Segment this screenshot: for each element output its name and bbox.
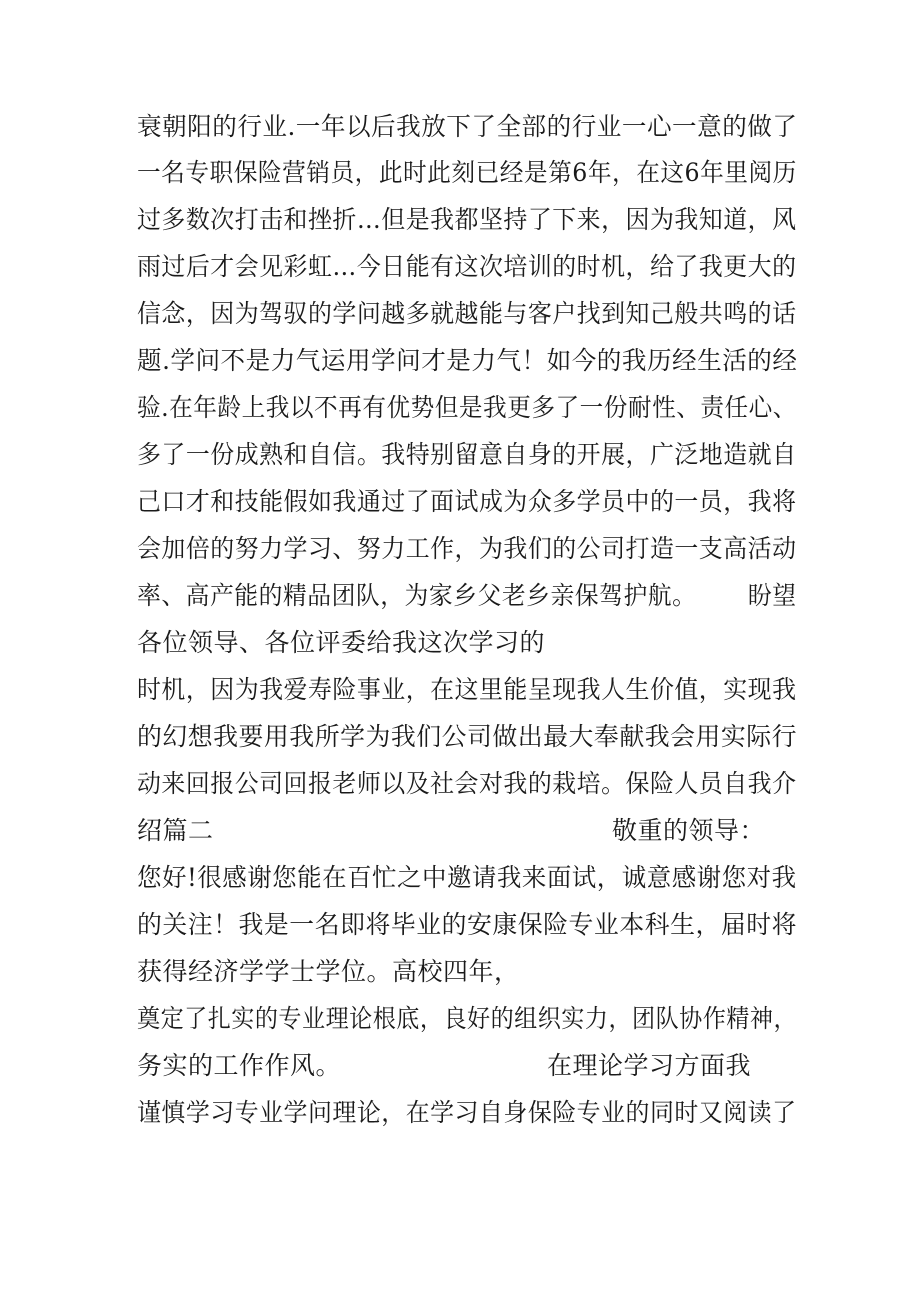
text-line-12: 各位领导、各位评委给我这次学习的: [137, 628, 546, 657]
text-line-5: 信念，因为驾驭的学问越多就越能与客户找到知己般共鸣的话: [137, 299, 797, 328]
text-line-16-right: 敬重的领导：: [612, 816, 766, 845]
text-line-21-left: 务实的工作作风。: [137, 1051, 342, 1080]
text-line-13: 时机，因为我爱寿险事业，在这里能呈现我人生价值，实现我: [137, 675, 797, 704]
text-line-11: [137, 581, 797, 611]
text-line-22: 谨慎学习专业学问理论，在学习自身保险专业的同时又阅读了: [137, 1098, 797, 1127]
text-line-1: 衰朝阳的行业.一年以后我放下了全部的行业一心一意的做了: [137, 112, 798, 141]
text-line-3: 过多数次打击和挫折…但是我都坚持了下来，因为我知道，风: [137, 205, 797, 234]
text-line-15: 动来回报公司回报老师以及社会对我的栽培。保险人员自我介: [137, 769, 797, 798]
text-line-7: 验.在年龄上我以不再有优势但是我更多了一份耐性、责任心、: [137, 393, 797, 422]
text-line-6: 题.学问不是力气运用学问才是力气！如今的我历经生活的经: [137, 346, 798, 375]
text-line-21: [137, 1051, 752, 1081]
text-line-11-tail: 盼望: [747, 581, 797, 610]
text-line-2: 一名专职保险营销员，此时此刻已经是第6年，在这6年里阅历: [137, 158, 797, 187]
text-line-9: 己口才和技能假如我通过了面试成为众多学员中的一员，我将: [137, 487, 797, 516]
text-line-17: 您好!很感谢您能在百忙之中邀请我来面试，诚意感谢您对我: [137, 863, 797, 892]
text-line-4: 雨过后才会见彩虹…今日能有这次培训的时机，给了我更大的: [137, 252, 797, 281]
text-line-16-left: 绍篇二: [137, 816, 214, 845]
text-line-16: [137, 816, 766, 846]
text-line-20: 奠定了扎实的专业理论根底，良好的组织实力，团队协作精神，: [137, 1004, 798, 1033]
text-line-21-right: 在理论学习方面我: [547, 1051, 752, 1080]
text-line-19: 获得经济学学士学位。高校四年，: [137, 957, 520, 986]
text-line-11-main: 率、高产能的精品团队，为家乡父老乡亲保驾护航。: [137, 581, 697, 610]
text-line-10: 会加倍的努力学习、努力工作，为我们的公司打造一支高活动: [137, 534, 797, 563]
text-line-18: 的关注！我是一名即将毕业的安康保险专业本科生，届时将: [137, 910, 798, 939]
text-line-14: 的幻想我要用我所学为我们公司做出最大奉献我会用实际行: [137, 722, 798, 751]
text-line-8: 多了一份成熟和自信。我特别留意自身的开展，广泛地造就自: [137, 440, 797, 469]
